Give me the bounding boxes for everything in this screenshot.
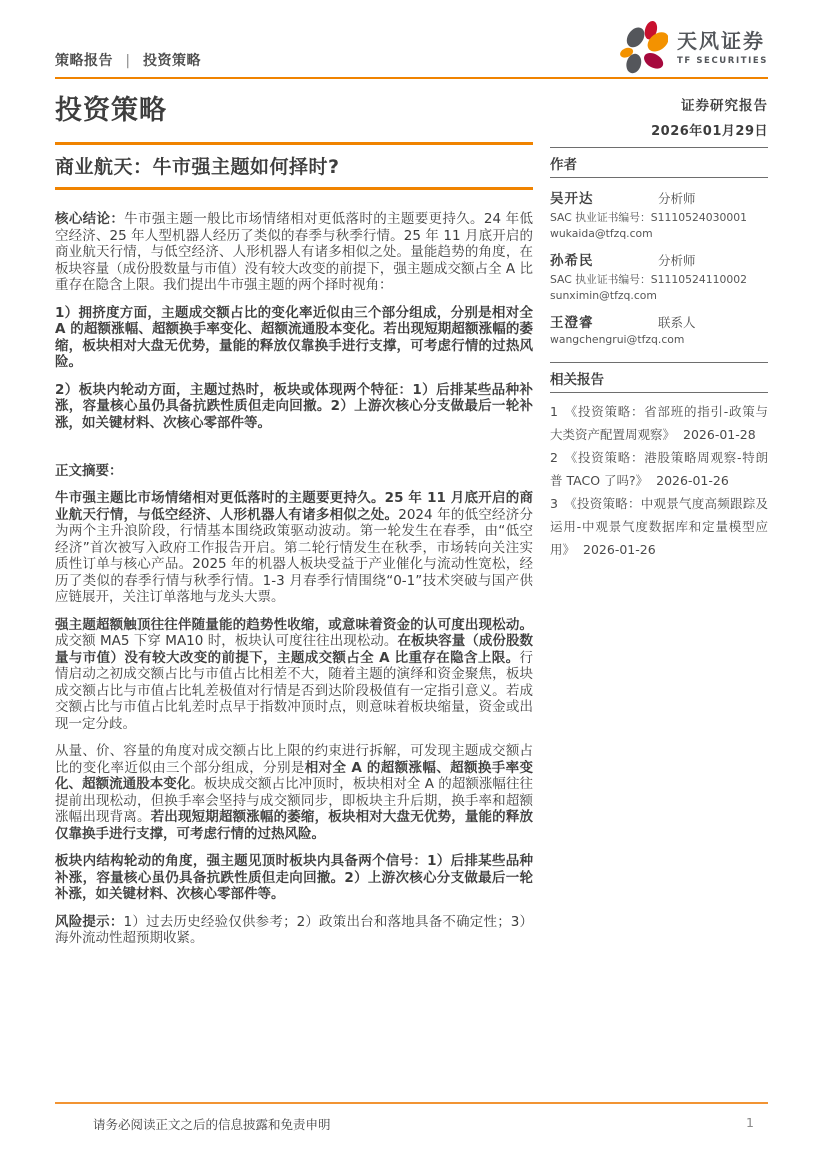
brand-text [677, 25, 768, 66]
author-email[interactable]: sunximin@tfzq.com [550, 289, 657, 302]
main-column [55, 79, 533, 947]
author-name: 吴开达 [550, 191, 594, 207]
related-report-item[interactable] [550, 400, 768, 446]
page-footer [55, 1102, 768, 1133]
page-number: 1 [746, 1115, 754, 1130]
authors-heading: 作者 [550, 148, 768, 178]
summary-paragraph-2: 强主题超额触顶往往伴随量能的趋势性收缩，或意味着资金的认可度出现松动。成交额 MA5 下穿 MA10 时，板块认可度往往出现松动。在板块容量（成份股数量与市值）没有较大改变的前提下，主题成交额占全 A 比重存在隐含上限。行情启动之初成交额占比与市值占比相差不大，随着主题的演绎和资金聚焦，板块成交额占比与市值占比轧差极值对行情是否到达阶段极值有一定指引意义。若成交额占比与市值占比轧差时点早于指数冲顶时点，则意味着板块缩量，资金或出现一定分歧。 [55, 616, 534, 732]
author-name: 孙希民 [550, 253, 594, 269]
related-report-index: 3 [550, 496, 558, 511]
author-entry [550, 187, 768, 240]
related-report-date: 2026-01-26 [583, 542, 656, 557]
related-report-item[interactable] [550, 446, 768, 492]
brand-name-en: TF SECURITIES [676, 56, 768, 66]
summary-paragraph-4: 板块内结构轮动的角度，强主题见顶时板块内具备两个信号：1）后排某些品种补涨，容量核心虽仍具备抗跌性质但走向回撤。2）上游次核心分支做最后一轮补涨，如关键材料、次核心零部件等。 [55, 853, 533, 902]
top-bar [55, 0, 768, 79]
report-type-label: 证券研究报告 [681, 98, 768, 114]
related-reports-heading: 相关报告 [550, 363, 768, 393]
summary-paragraph-3: 从量、价、容量的角度对成交额占比上限的约束进行拆解，可发现主题成交额占比的变化率近似由三个部分组成，分别是相对全 A 的超额涨幅、超额换手率变化、超额流通股本变化。板块成交额占比冲顶时，板块相对全 A 的超额涨幅往往提前出现松动，但换手率会坚持与成交额同步，即板块主升后期，换手率和超额涨幅出现背离。若出现短期超额涨幅的萎缩，板块相对大盘无优势，量能的释放仅靠换手进行支撑，可考虑行情的过热风险。 [55, 743, 534, 842]
author-role: 联系人 [658, 315, 696, 330]
related-report-date: 2026-01-28 [683, 427, 756, 442]
disclaimer-text: 请务必阅读正文之后的信息披露和免责申明 [93, 1117, 331, 1132]
brand-name-cn: 天风证券 [676, 29, 765, 53]
tf-logo-petals-icon [614, 17, 668, 74]
author-role: 分析师 [658, 253, 696, 268]
related-report-title[interactable]: 《投资策略：省部班的指引-政策与大类资产配置周观察》 [550, 404, 768, 442]
tf-securities-logo [614, 17, 768, 74]
related-report-title[interactable]: 《投资策略：港股策略周观察-特朗普 TACO 了吗?》 [550, 450, 768, 488]
related-reports-section [550, 362, 768, 561]
page-title: 投资策略 [55, 95, 167, 126]
sidebar-column [550, 79, 768, 947]
core-point-1-paragraph: 1）拥挤度方面，主题成交额占比的变化率近似由三个部分组成，分别是相对全 A 的超额涨幅、超额换手率变化、超额流通股本变化。若出现短期超额涨幅的萎缩，板块相对大盘无优势，量能的释放仅靠换手进行支撑，可考虑行情的过热风险。 [55, 304, 533, 370]
related-report-date: 2026-01-26 [656, 473, 729, 488]
related-report-index: 2 [550, 450, 558, 465]
related-report-index: 1 [550, 404, 558, 419]
author-certificate: SAC 执业证书编号：S1110524030001 [550, 211, 747, 224]
author-certificate: SAC 执业证书编号：S1110524110002 [550, 273, 747, 286]
breadcrumb-report-series: 投资策略 [142, 53, 201, 69]
core-point-2-paragraph: 2）板块内轮动方面，主题过热时，板块或体现两个特征：1）后排某些品种补涨，容量核心虽仍具备抗跌性质但走向回撤。2）上游次核心分支做最后一轮补涨，如关键材料、次核心零部件等。 [55, 381, 533, 431]
related-report-item[interactable] [550, 492, 768, 561]
summary-heading: 正文摘要： [55, 463, 123, 479]
risk-warning-paragraph: 风险提示：1）过去历史经验仅供参考；2）政策出台和落地具备不确定性；3）海外流动性超预期收紧。 [55, 913, 533, 946]
content-columns [55, 79, 768, 947]
author-name: 王澄睿 [550, 315, 594, 331]
headline-block [55, 142, 533, 190]
author-email[interactable]: wukaida@tfzq.com [550, 227, 653, 240]
report-date: 2026年01月29日 [651, 124, 768, 139]
author-email[interactable]: wangchengrui@tfzq.com [550, 333, 685, 346]
report-headline: 商业航天：牛市强主题如何择时? [55, 156, 340, 178]
summary-paragraph-1: 牛市强主题比市场情绪相对更低落时的主题要更持久。25 年 11 月底开启的商业航天行情，与低空经济、人形机器人有诸多相似之处。2024 年的低空经济分为两个主升浪阶段，行情基本围绕政策驱动波动。第一轮发生在春季，由“低空经济”首次被写入政府工作报告开启。第二轮行情发生在秋季，市场转向关注实质性订单与核心产品。2025 年的机器人板块受益于产业催化与流动性宽松，经历了类似的春季行情与秋季行情。1-3 月春季行情围绕“0-1”技术突破与国产供应链展开，关注订单落地与龙头大票。 [55, 490, 534, 605]
related-report-title[interactable]: 《投资策略：中观景气度高频跟踪及运用-中观景气度数据库和定量模型应用》 [550, 496, 768, 557]
breadcrumb-separator: | [125, 53, 131, 69]
breadcrumb [55, 50, 201, 77]
author-role: 分析师 [658, 191, 696, 206]
author-entry [550, 249, 768, 302]
related-reports-list [550, 400, 768, 561]
breadcrumb-report-category: 策略报告 [55, 53, 113, 69]
core-conclusion-paragraph: 核心结论：牛市强主题一般比市场情绪相对更低落时的主题要更持久。24 年低空经济、25 年人型机器人经历了类似的春季与秋季行情。25 年 11 月底开启的商业航天行情，与低空经济、人形机器人有诸多相似之处。量能趋势的角度，在板块容量（成份股数量与市值）没有较大改变的前提下，强主题成交额占全 A 比重存在隐含上限。我们提出牛市强主题的两个择时视角： [55, 211, 534, 293]
author-entry [550, 311, 768, 346]
